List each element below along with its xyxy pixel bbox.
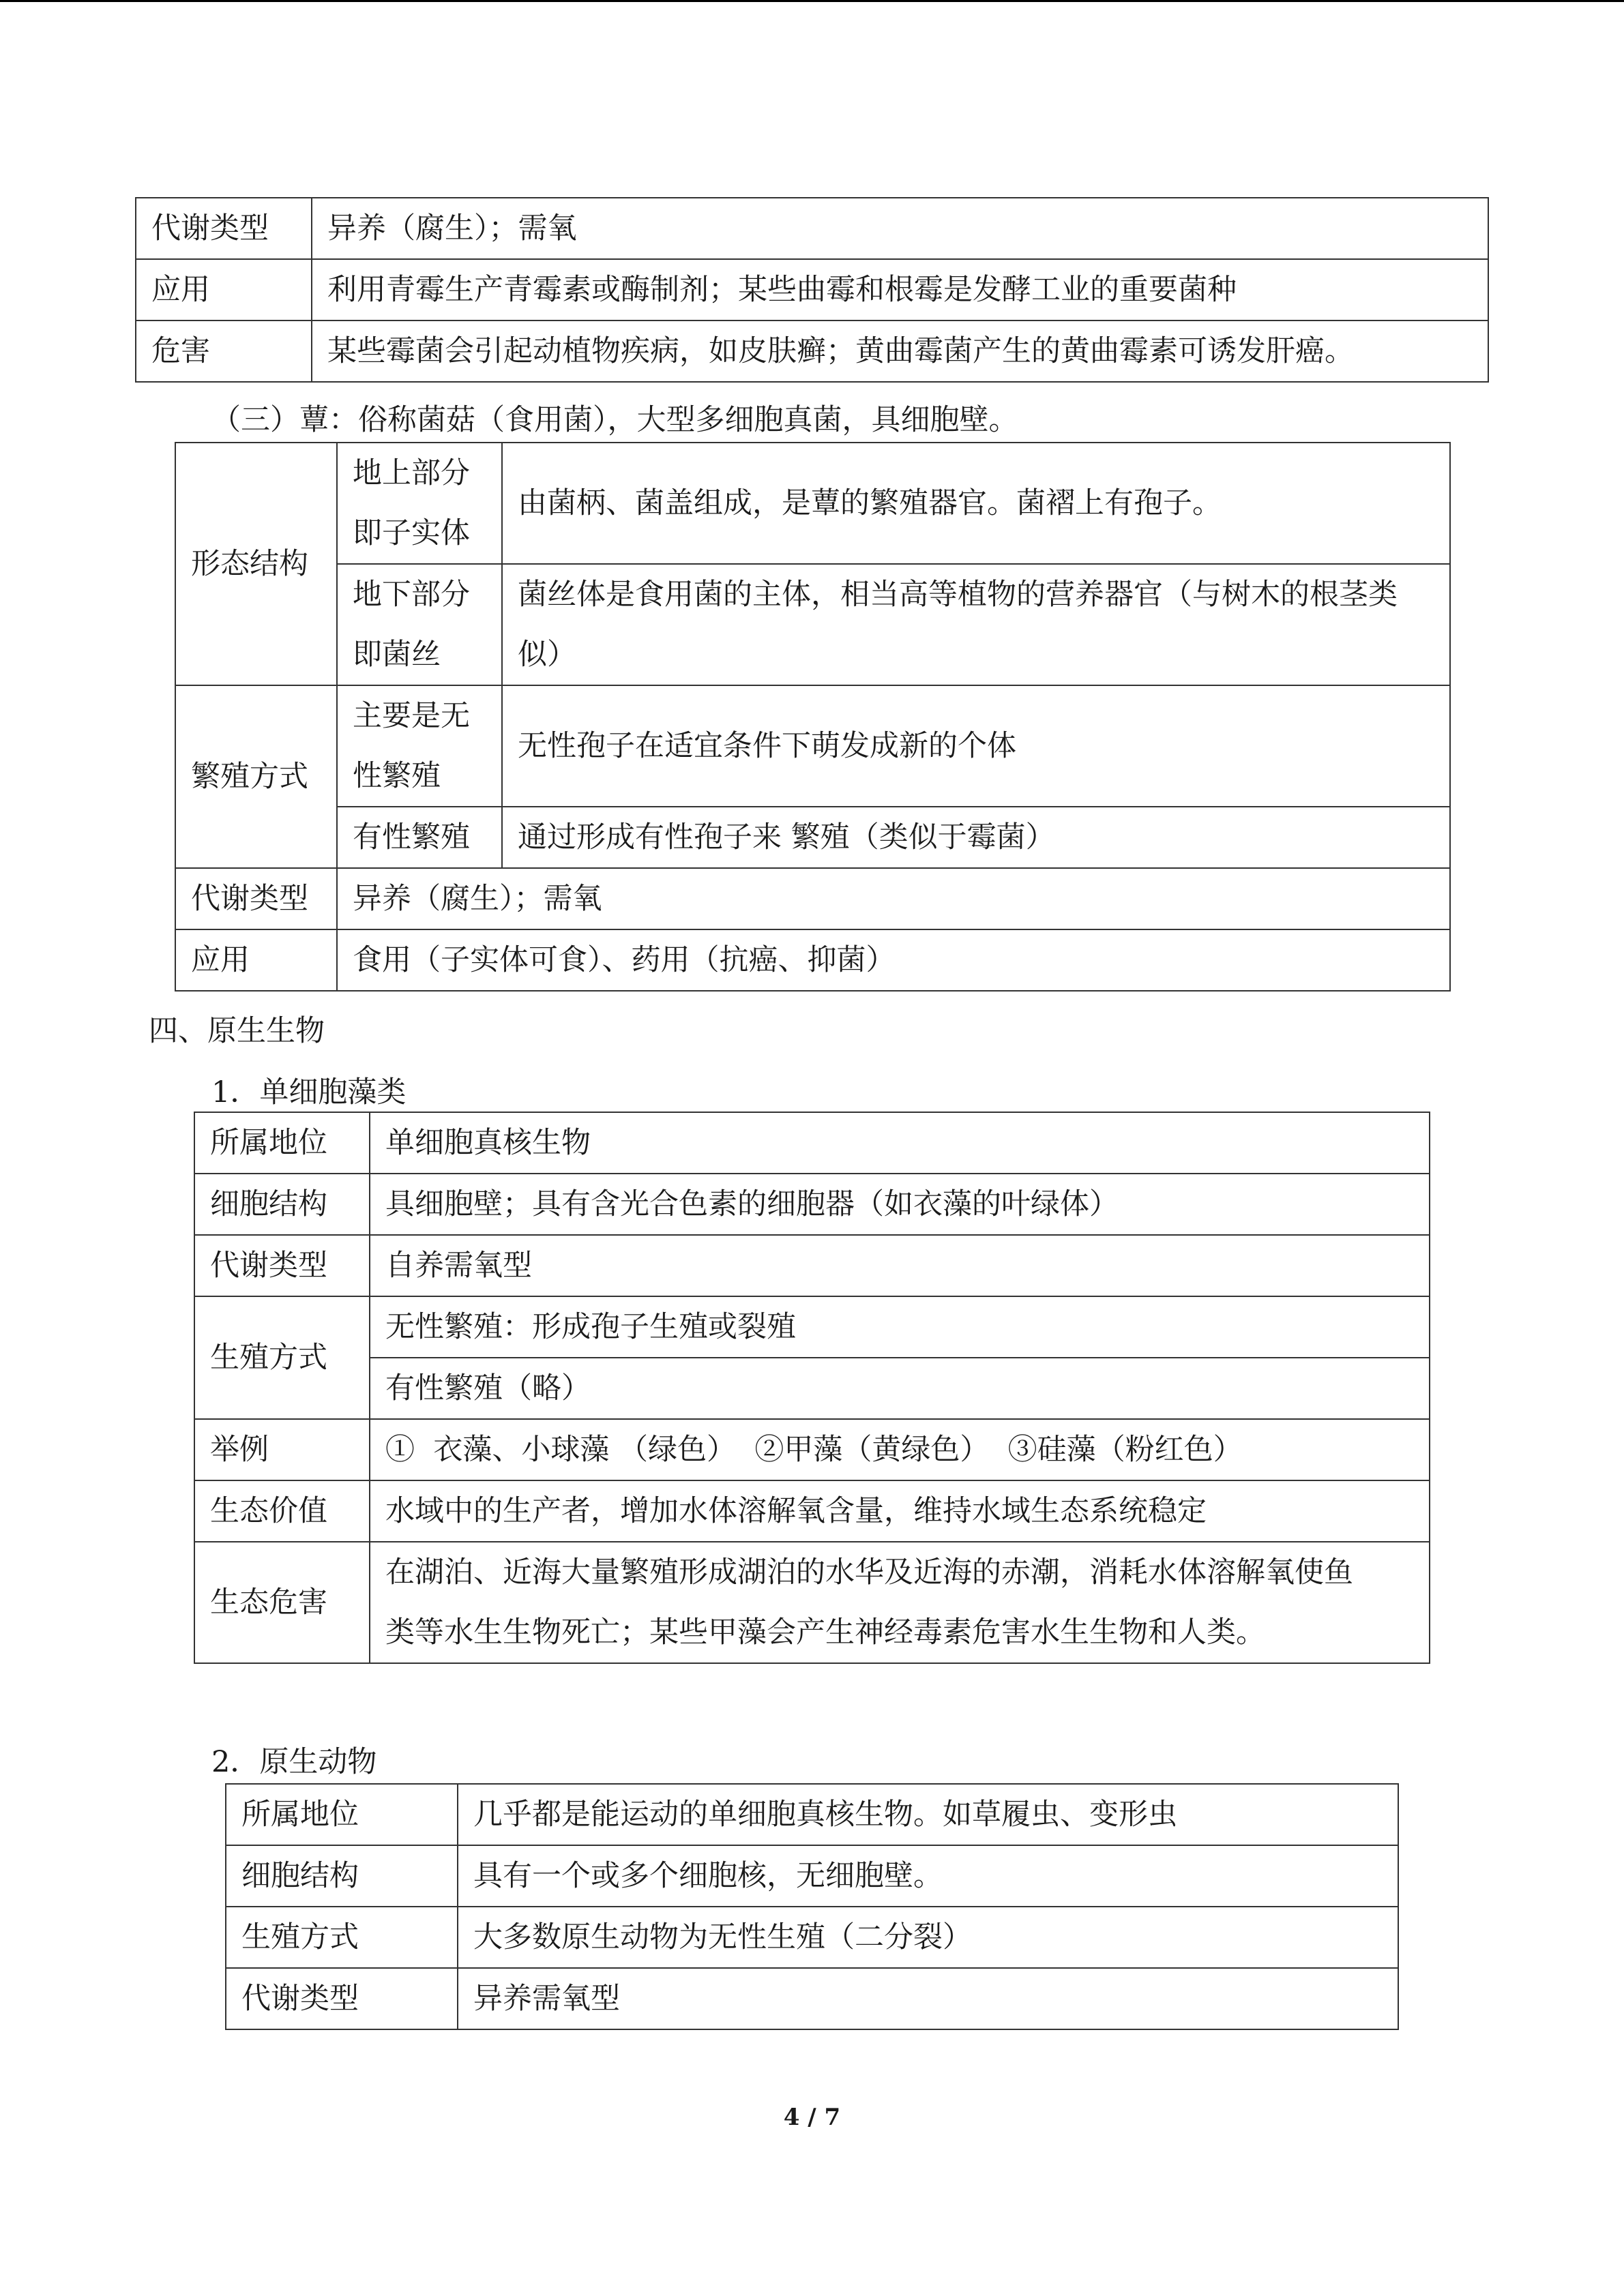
- row-content: 异养（腐生）；需氧: [312, 198, 1488, 259]
- asexual-label: 主要是无性繁殖: [337, 685, 502, 807]
- row-content: 异养需氧型: [458, 1968, 1398, 2029]
- use-label: 应用: [175, 929, 337, 991]
- status-content: 单细胞真核生物: [370, 1112, 1430, 1174]
- row-label: 所属地位: [226, 1784, 458, 1845]
- table-row: [175, 929, 1450, 991]
- table-row: [194, 1174, 1430, 1235]
- table-row: [226, 1784, 1398, 1845]
- cell-content: 具细胞壁；具有含光合色素的细胞器（如衣藻的叶绿体）: [370, 1174, 1430, 1235]
- below-label: 地下部分即菌丝: [337, 564, 502, 685]
- asexual-content: 无性孢子在适宜条件下萌发成新的个体: [502, 685, 1450, 807]
- use-content: 食用（子实体可食）、药用（抗癌、抑菌）: [337, 929, 1450, 991]
- row-label: 应用: [136, 259, 312, 320]
- value-content: 水域中的生产者，增加水体溶解氧含量，维持水域生态系统稳定: [370, 1480, 1430, 1542]
- table-row: [175, 443, 1450, 564]
- row-content: 某些霉菌会引起动植物疾病，如皮肤癣；黄曲霉菌产生的黄曲霉素可诱发肝癌。: [312, 320, 1488, 382]
- top-border: [0, 0, 1624, 2]
- example-label: 举例: [194, 1419, 370, 1480]
- above-content: 由菌柄、菌盖组成，是蕈的繁殖器官。菌褶上有孢子。: [502, 443, 1450, 564]
- row-label: 危害: [136, 320, 312, 382]
- table-row: [226, 1907, 1398, 1968]
- status-label: 所属地位: [194, 1112, 370, 1174]
- table-row: [175, 564, 1450, 685]
- protozoa-heading: 2．原生动物: [211, 1745, 377, 1779]
- table-row: [175, 807, 1450, 868]
- row-label: 代谢类型: [136, 198, 312, 259]
- repro-asexual: 无性繁殖：形成孢子生殖或裂殖: [370, 1296, 1430, 1358]
- page-number: 4 / 7: [783, 2104, 841, 2131]
- sexual-content: 通过形成有性孢子来 繁殖（类似于霉菌）: [502, 807, 1450, 868]
- repro-sexual: 有性繁殖（略）: [370, 1358, 1430, 1419]
- row-content: 具有一个或多个细胞核，无细胞壁。: [458, 1845, 1398, 1907]
- table-row: [194, 1419, 1430, 1480]
- value-label: 生态价值: [194, 1480, 370, 1542]
- mold-table: [135, 197, 1489, 383]
- metabolism-label: 代谢类型: [175, 868, 337, 929]
- table-row: [226, 1845, 1398, 1907]
- table-row: [226, 1968, 1398, 2029]
- metabolism-label: 代谢类型: [194, 1235, 370, 1296]
- table-row: [194, 1480, 1430, 1542]
- mushroom-table: [175, 442, 1451, 992]
- morphology-label: 形态结构: [175, 443, 337, 685]
- table-row: [194, 1542, 1430, 1663]
- example-content: ① 衣藻、小球藻 （绿色） ②甲藻（黄绿色） ③硅藻（粉红色）: [370, 1419, 1430, 1480]
- section4-heading: 四、原生生物: [149, 1014, 325, 1048]
- repro-label: 繁殖方式: [175, 685, 337, 868]
- table-row: [175, 868, 1450, 929]
- algae-table: [194, 1112, 1430, 1664]
- row-content: 利用青霉生产青霉素或酶制剂；某些曲霉和根霉是发酵工业的重要菌种: [312, 259, 1488, 320]
- table-row: [136, 198, 1488, 259]
- cell-label: 细胞结构: [194, 1174, 370, 1235]
- metabolism-content: 异养（腐生）；需氧: [337, 868, 1450, 929]
- harm-content: 在湖泊、近海大量繁殖形成湖泊的水华及近海的赤潮，消耗水体溶解氧使鱼类等水生生物死亡；某些甲藻会产生神经毒素危害水生生物和人类。: [370, 1542, 1430, 1663]
- harm-label: 生态危害: [194, 1542, 370, 1663]
- algae-heading: 1．单细胞藻类: [211, 1075, 407, 1109]
- above-label: 地上部分即子实体: [337, 443, 502, 564]
- row-label: 生殖方式: [226, 1907, 458, 1968]
- sexual-label: 有性繁殖: [337, 807, 502, 868]
- row-content: 大多数原生动物为无性生殖（二分裂）: [458, 1907, 1398, 1968]
- row-content: 几乎都是能运动的单细胞真核生物。如草履虫、变形虫: [458, 1784, 1398, 1845]
- table-row: [194, 1358, 1430, 1419]
- protozoa-table: [225, 1783, 1399, 2030]
- repro-label: 生殖方式: [194, 1296, 370, 1419]
- table-row: [194, 1235, 1430, 1296]
- below-content: 菌丝体是食用菌的主体，相当高等植物的营养器官（与树木的根茎类似）: [502, 564, 1450, 685]
- mushroom-heading: （三）蕈：俗称菌菇（食用菌），大型多细胞真菌，具细胞壁。: [211, 403, 1018, 437]
- table-row: [175, 685, 1450, 807]
- table-row: [194, 1112, 1430, 1174]
- row-label: 细胞结构: [226, 1845, 458, 1907]
- table-row: [194, 1296, 1430, 1358]
- row-label: 代谢类型: [226, 1968, 458, 2029]
- table-row: [136, 320, 1488, 382]
- metabolism-content: 自养需氧型: [370, 1235, 1430, 1296]
- table-row: [136, 259, 1488, 320]
